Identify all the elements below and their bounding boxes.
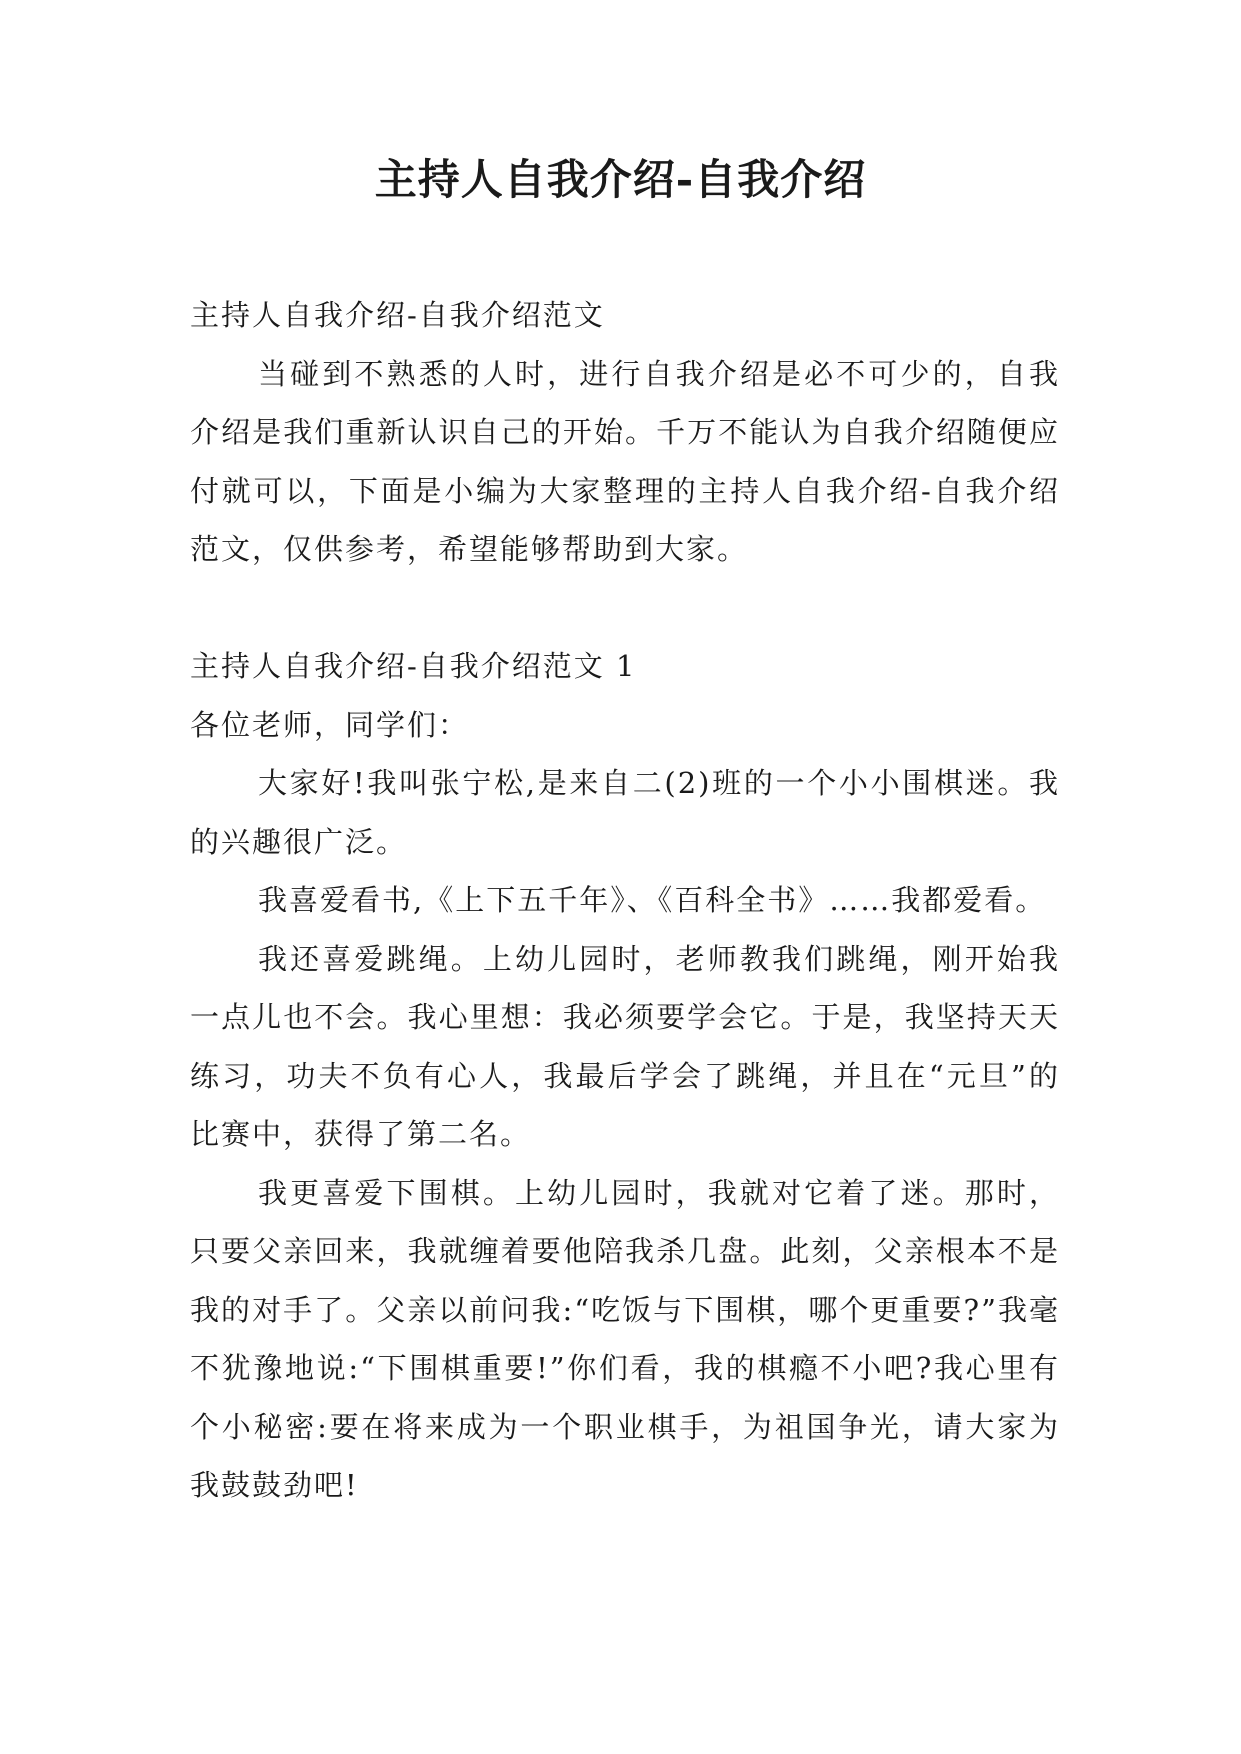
intro-paragraph: 当碰到不熟悉的人时，进行自我介绍是必不可少的，自我介绍是我们重新认识自己的开始。千万不能认为自我介绍随便应付就可以，下面是小编为大家整理的主持人自我介绍-自我介绍范文，仅供参考，希望能够帮助到大家。 [190, 356, 1060, 566]
document-subtitle: 主持人自我介绍-自我介绍范文 [190, 298, 605, 332]
document-body [190, 286, 1060, 1515]
document-title: 主持人自我介绍-自我介绍 [374, 155, 867, 204]
body-paragraph: 我更喜爱下围棋。上幼儿园时，我就对它着了迷。那时，只要父亲回来，我就缠着要他陪我杀几盘。此刻，父亲根本不是我的对手了。父亲以前问我:“吃饭与下围棋，哪个更重要?”我毫不犹豫地说:“下围棋重要!”你们看，我的棋瘾不小吧?我心里有个小秘密:要在将来成为一个职业棋手，为祖国争光，请大家为我鼓鼓劲吧! [190, 1175, 1060, 1502]
body-paragraph: 大家好!我叫张宁松,是来自二(2)班的一个小小围棋迷。我的兴趣很广泛。 [190, 766, 1060, 859]
section-heading: 主持人自我介绍-自我介绍范文 1 [190, 649, 637, 683]
body-paragraph: 我还喜爱跳绳。上幼儿园时，老师教我们跳绳，刚开始我一点儿也不会。我心里想：我必须要学会它。于是，我坚持天天练习，功夫不负有心人，我最后学会了跳绳，并且在“元旦”的比赛中，获得了第二名。 [190, 941, 1060, 1151]
body-paragraph: 我喜爱看书,《上下五千年》、《百科全书》……我都爱看。 [258, 883, 1047, 917]
greeting-line: 各位老师，同学们： [190, 707, 470, 742]
blank-line [190, 579, 1060, 638]
